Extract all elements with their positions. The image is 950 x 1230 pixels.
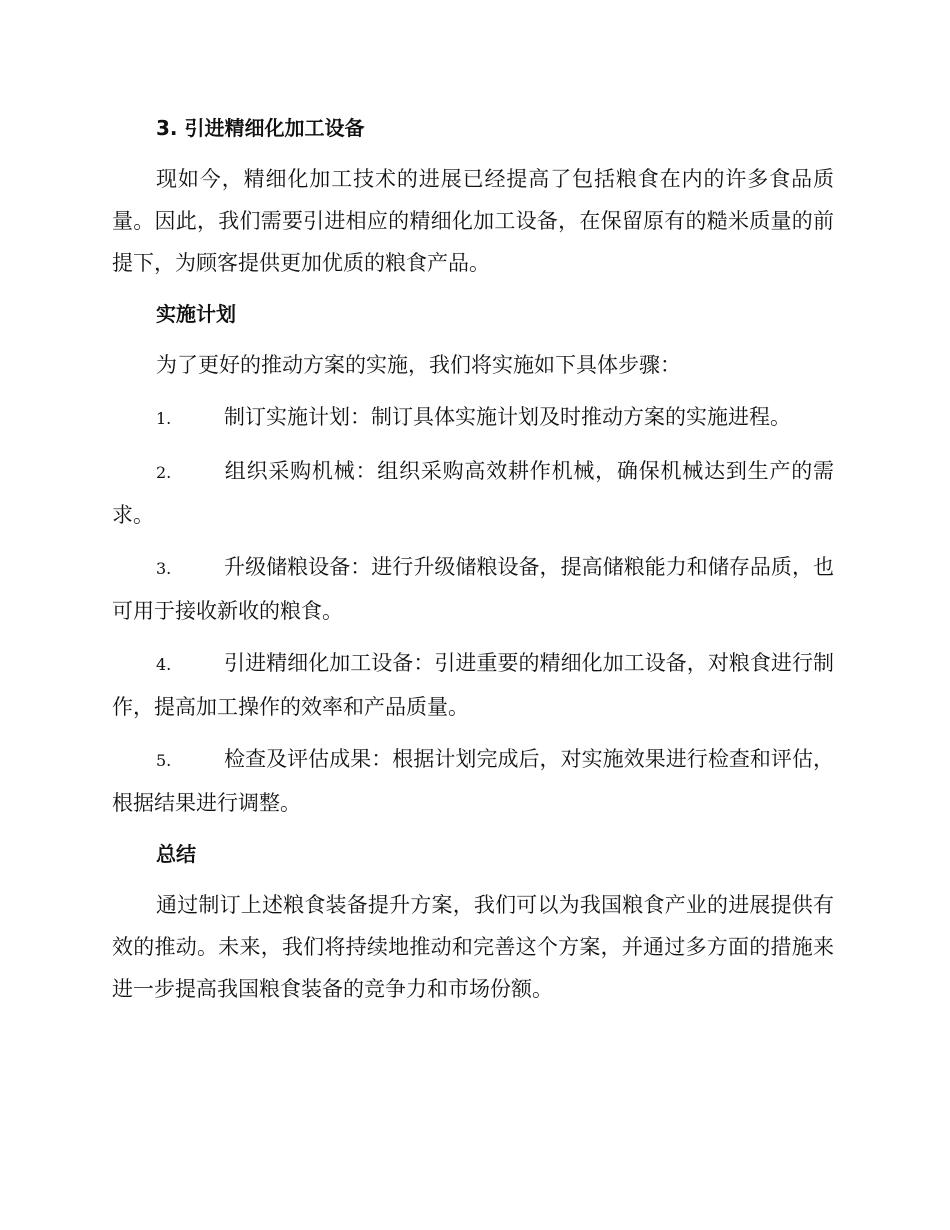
list-item xyxy=(112,642,834,728)
list-item-text: 升级储粮设备：进行升级储粮设备，提高储粮能力和储存品质，也可用于接收新收的粮食。 xyxy=(112,555,834,623)
section-heading-plan: 实施计划 xyxy=(156,302,236,326)
list-item xyxy=(112,450,834,536)
list-item-number: 3. xyxy=(156,559,172,578)
list-item-number: 1. xyxy=(156,409,172,428)
list-item-text: 引进精细化加工设备：引进重要的精细化加工设备，对粮食进行制作，提高加工操作的效率和产品质量。 xyxy=(112,651,834,719)
document-body xyxy=(112,108,834,1020)
section-heading-summary: 总结 xyxy=(156,842,196,866)
list-item xyxy=(112,546,834,632)
list-item-number: 4. xyxy=(156,655,172,674)
list-item-number: 2. xyxy=(156,463,172,482)
list-item-number: 5. xyxy=(156,751,172,770)
plan-intro: 为了更好的推动方案的实施，我们将实施如下具体步骤： xyxy=(156,353,681,377)
section-heading-equipment: 3. 引进精细化加工设备 xyxy=(156,116,365,140)
section-paragraph-equipment: 现如今，精细化加工技术的进展已经提高了包括粮食在内的许多食品质量。因此，我们需要引进相应的精细化加工设备，在保留原有的糙米质量的前提下，为顾客提供更加优质的粮食产品。 xyxy=(112,167,834,275)
list-item-text: 制订实施计划：制订具体实施计划及时推动方案的实施进程。 xyxy=(224,405,791,429)
list-item xyxy=(112,738,834,824)
summary-paragraph: 通过制订上述粮食装备提升方案，我们可以为我国粮食产业的进展提供有效的推动。未来，我们将持续地推动和完善这个方案，并通过多方面的措施来进一步提高我国粮食装备的竞争力和市场份额。 xyxy=(112,893,834,1001)
list-item-text: 检查及评估成果：根据计划完成后，对实施效果进行检查和评估，根据结果进行调整。 xyxy=(112,747,834,815)
list-item-text: 组织采购机械：组织采购高效耕作机械，确保机械达到生产的需求。 xyxy=(112,459,834,527)
list-item xyxy=(112,396,834,440)
